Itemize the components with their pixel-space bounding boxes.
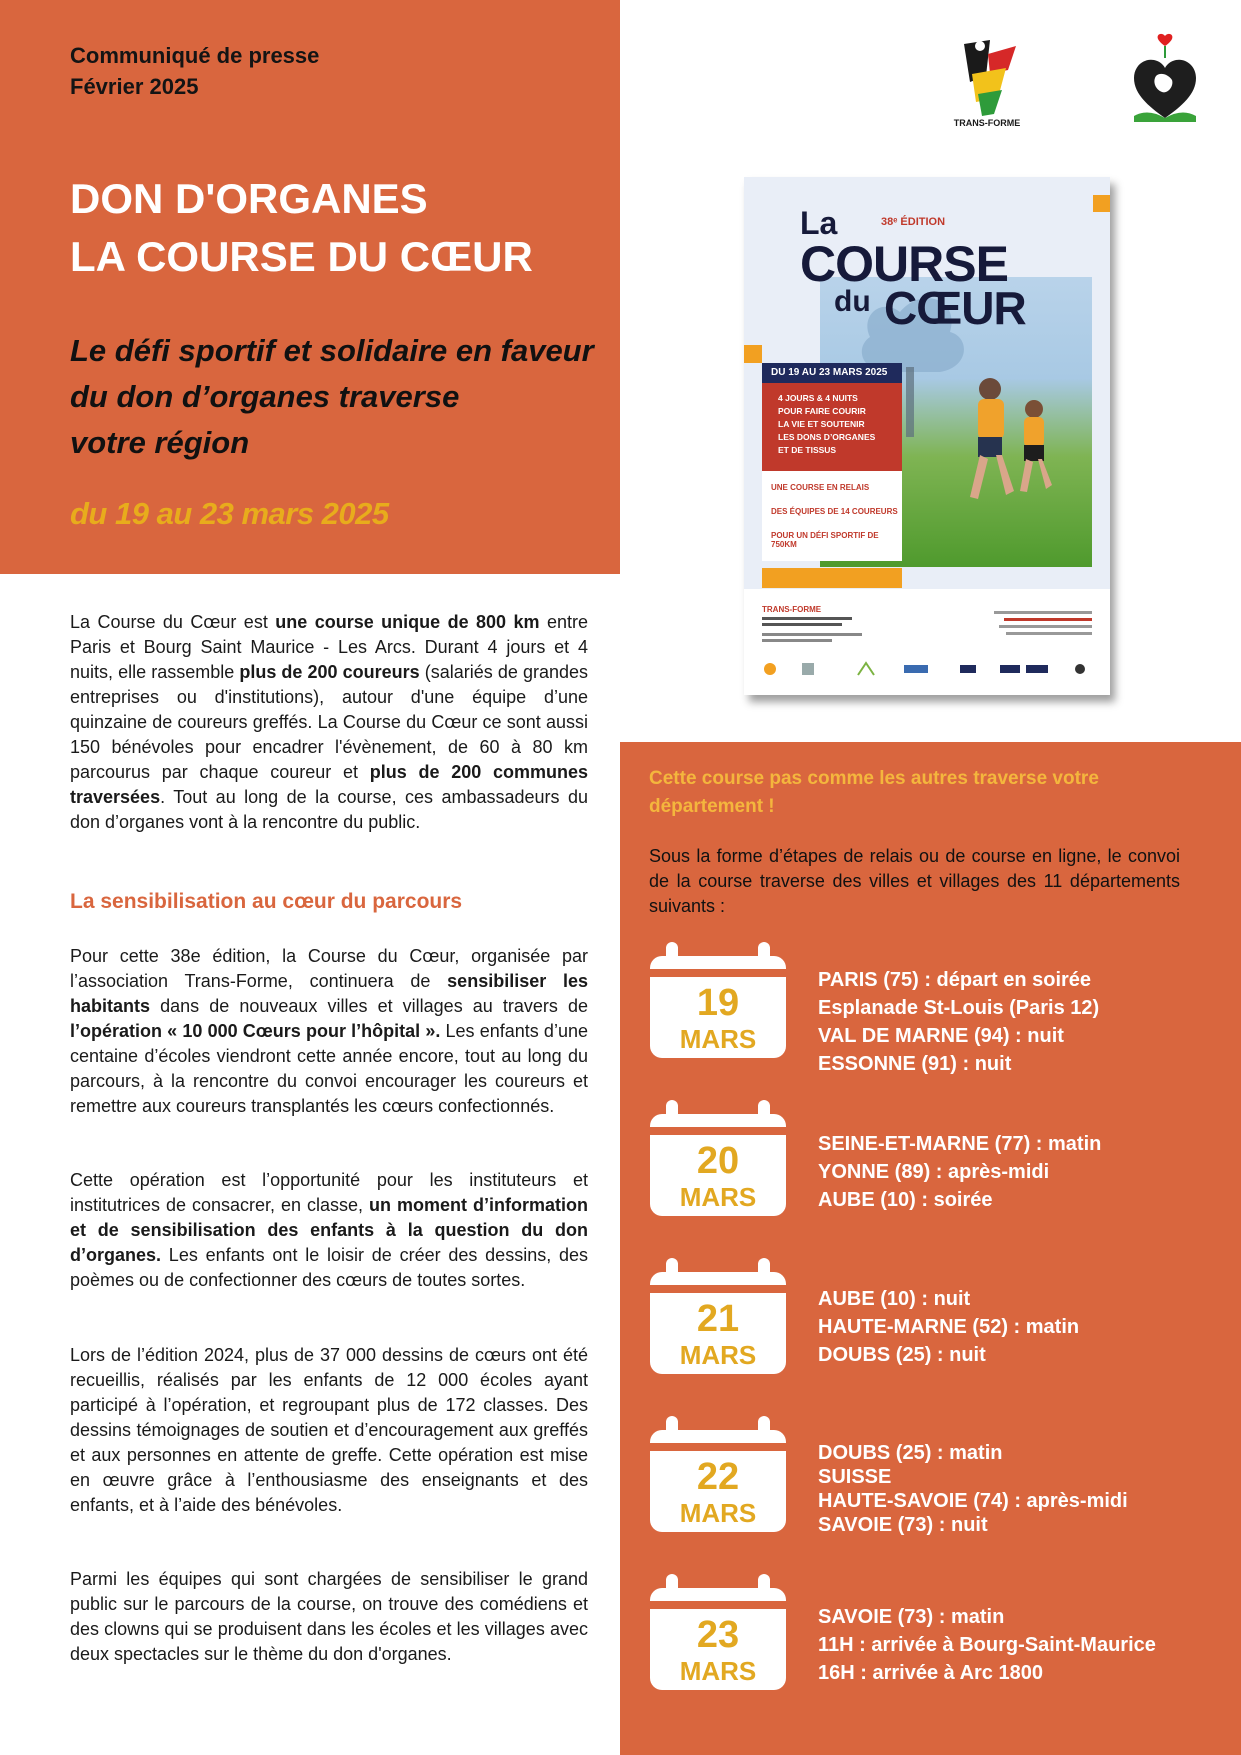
calendar-ring (758, 1100, 770, 1130)
poster-footer (744, 589, 1110, 695)
calendar-icon (650, 1258, 786, 1374)
stop-item: SEINE-ET-MARNE (77) : matin (818, 1133, 1102, 1155)
calendar-icon (650, 942, 786, 1058)
title-line-2: LA COURSE DU CŒUR (70, 233, 533, 280)
emphasis: plus de 200 coureurs (239, 662, 420, 682)
poster-edition: 38ᵉ ÉDITION (881, 216, 946, 228)
calendar-day: 22 (696, 1456, 740, 1498)
heart-logo (1128, 32, 1202, 124)
intro-paragraph (70, 610, 588, 835)
calendar-ring (758, 1258, 770, 1288)
day-stops (818, 1285, 1198, 1369)
emphasis: un moment d’information et de sensibilisation des enfants à la question du don d’organes. (70, 1195, 588, 1265)
page-title (70, 170, 533, 286)
press-line: Communiqué de presse (70, 43, 320, 68)
calendar-ring (758, 1574, 770, 1604)
route-heading: Cette course pas comme les autres traverse votre département ! (649, 768, 1099, 817)
text-run: Pour cette 38e édition, la Course du Cœur, organisée par l’association Trans-Forme, continuera de (70, 946, 588, 991)
paragraph-actors: Parmi les équipes qui sont chargées de sensibiliser le grand public sur le parcours de la course, on trouve des comédiens et des clowns qui se produisent dans les écoles et les villages avec deux spectacles sur le thème du don d'organes. (70, 1569, 588, 1664)
day-stops (818, 1130, 1198, 1214)
calendar-ring (666, 1258, 678, 1288)
stop-item: SAVOIE (73) : matin (818, 1606, 1005, 1628)
poster-red-line: LES DONS D’ORGANES (778, 432, 876, 442)
stop-item: SAVOIE (73) : nuit (818, 1514, 988, 1536)
calendar-day: 21 (696, 1298, 740, 1340)
stop-item: HAUTE-MARNE (52) : matin (818, 1316, 1080, 1338)
emphasis: une course unique de 800 km (275, 612, 540, 632)
emphasis: l’opération « 10 000 Cœurs pour l’hôpital ». (70, 1021, 441, 1041)
calendar-month: MARS (679, 1498, 757, 1528)
event-dates: du 19 au 23 mars 2025 (70, 496, 389, 531)
event-poster (744, 177, 1110, 695)
poster-red-line: POUR FAIRE COURIR (778, 406, 866, 416)
poster-red-line: ET DE TISSUS (778, 445, 837, 455)
stop-item: 16H : arrivée à Arc 1800 (818, 1662, 1043, 1684)
poster-red-line: 4 JOURS & 4 NUITS (778, 393, 858, 403)
poster-bullet: DES ÉQUIPES DE 14 COUREURS (771, 507, 898, 516)
text-run: entre Paris et Bourg Saint Maurice - Les Arcs. Durant 4 jours et 4 nuits, elle rassemble (70, 612, 588, 682)
stop-item: DOUBS (25) : matin (818, 1442, 1003, 1464)
section-heading: La sensibilisation au cœur du parcours (70, 890, 463, 913)
press-release-label (70, 40, 319, 102)
poster-red-box (762, 383, 902, 471)
text-run: Les enfants ont le loisir de créer des dessins, des poèmes ou de confectionner des cœurs de toutes sortes. (70, 1245, 588, 1290)
subtitle-line-2: du don d’organes traverse (70, 379, 460, 414)
press-date: Février 2025 (70, 74, 199, 99)
poster-footer-org: TRANS-FORME (762, 605, 822, 614)
poster-title-du: du (834, 285, 871, 318)
day-stops (818, 966, 1198, 1078)
poster-title-course: COURSE (800, 236, 1008, 292)
subtitle-line-1: Le défi sportif et solidaire en faveur (70, 333, 594, 368)
calendar-month: MARS (679, 1656, 757, 1686)
calendar-month: MARS (679, 1182, 757, 1212)
calendar-divider (650, 1127, 786, 1135)
calendar-day: 19 (696, 982, 740, 1024)
calendar-icon (650, 1574, 786, 1690)
calendar-divider (650, 1601, 786, 1609)
stop-item: ESSONNE (91) : nuit (818, 1053, 1012, 1075)
stop-item: AUBE (10) : nuit (818, 1288, 971, 1310)
stop-item: YONNE (89) : après-midi (818, 1161, 1050, 1183)
text-run: . Tout au long de la course, ces ambassadeurs du don d’organes vont à la rencontre du public. (70, 787, 588, 832)
paragraph-operation (70, 944, 588, 1119)
subtitle-line-3: votre région (70, 425, 250, 460)
text-run: La Course du Cœur est (70, 612, 276, 632)
poster-bullets (762, 471, 902, 561)
calendar-icon (650, 1416, 786, 1532)
calendar-divider (650, 1443, 786, 1451)
calendar-ring (666, 1416, 678, 1446)
stop-item: Esplanade St-Louis (Paris 12) (818, 997, 1100, 1019)
calendar-day: 23 (696, 1614, 740, 1656)
calendar-ring (666, 942, 678, 972)
stop-item: 11H : arrivée à Bourg-Saint-Maurice (818, 1634, 1156, 1656)
calendar-icon (650, 1100, 786, 1216)
calendar-ring (758, 942, 770, 972)
text-run: (salariés de grandes entreprises ou d'institutions), autour d'une équipe d’une quinzaine de coureurs greffés. La Course du Cœur ce sont aussi 150 bénévoles pour encadrer l'évènement, de 60 à 80 km parcourus par chaque coureur et (70, 662, 588, 782)
stop-item: SUISSE (818, 1466, 892, 1488)
subtitle (70, 328, 615, 466)
poster-accent (1093, 195, 1110, 212)
calendar-divider (650, 1285, 786, 1293)
stop-item: HAUTE-SAVOIE (74) : après-midi (818, 1490, 1128, 1512)
poster-red-line: LA VIE ET SOUTENIR (778, 419, 865, 429)
day-stops (818, 1441, 1198, 1537)
transforme-logo (950, 36, 1024, 128)
calendar-ring (758, 1416, 770, 1446)
emphasis: plus de 200 communes traversées (70, 762, 588, 807)
poster-title-coeur: CŒUR (884, 282, 1026, 334)
calendar-month: MARS (679, 1024, 757, 1054)
title-line-1: DON D'ORGANES (70, 175, 428, 222)
stop-item: AUBE (10) : soirée (818, 1189, 993, 1211)
stop-item: DOUBS (25) : nuit (818, 1344, 986, 1366)
text-run: Les enfants d’une centaine d’écoles viendront cette année encore, tout au long du parcours, à la rencontre du convoi encourager les coureurs et remettre aux coureurs transplantés les cœurs confectionnés. (70, 1021, 588, 1116)
calendar-ring (666, 1100, 678, 1130)
calendar-day: 20 (696, 1140, 740, 1182)
emphasis: sensibiliser les habitants (70, 971, 589, 1016)
stop-item: PARIS (75) : départ en soirée (818, 969, 1092, 991)
calendar-ring (666, 1574, 678, 1604)
day-stops (818, 1603, 1198, 1687)
text-run: dans de nouveaux villes et villages au travers de (150, 996, 588, 1016)
paragraph-2024: Lors de l’édition 2024, plus de 37 000 dessins de cœurs ont été recueillis, réalisés par les enfants de 12 000 écoles ayant participé à l’opération, et regroupant plus de 172 classes. Des dessins témoignages de soutien et d’encouragement aux greffés et aux personnes en attente de greffe. Cette opération est mise en œuvre grâce à l’enthousiasme des enseignants et des enfants, et à l’aide des bénévoles. (70, 1345, 588, 1515)
poster-title-la: La (800, 205, 838, 241)
poster-bullet: POUR UN DÉFI SPORTIF DE 750KM (771, 531, 879, 549)
transforme-logo-text: TRANS-FORME (953, 118, 1021, 128)
calendar-month: MARS (679, 1340, 757, 1370)
route-intro: Sous la forme d’étapes de relais ou de course en ligne, le convoi de la course traverse des villes et villages des 11 départements suivants : (649, 846, 1180, 916)
stop-item: VAL DE MARNE (94) : nuit (818, 1025, 1064, 1047)
text-run: Cette opération est l’opportunité pour les instituteurs et institutrices de consacrer, en classe, (70, 1170, 588, 1215)
poster-bullet: UNE COURSE EN RELAIS (771, 483, 870, 492)
paragraph-teachers (70, 1168, 588, 1293)
poster-orange-band (762, 568, 902, 588)
calendar-divider (650, 969, 786, 977)
poster-dates-bar: DU 19 AU 23 MARS 2025 (762, 363, 902, 383)
poster-accent (744, 345, 762, 363)
